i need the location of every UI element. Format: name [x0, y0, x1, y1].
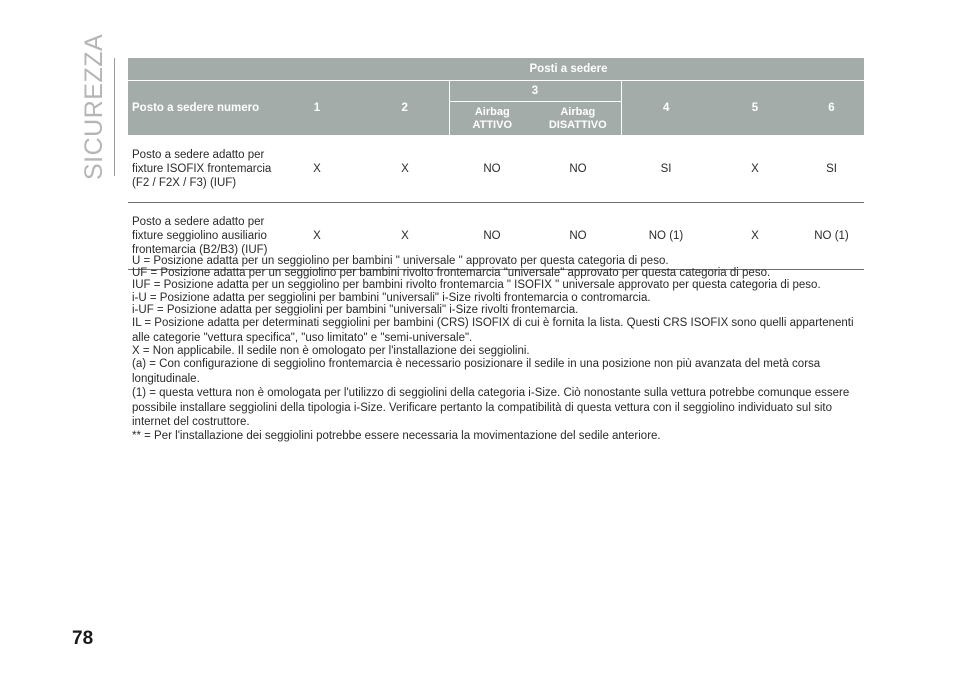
seat3-airbag-active-line1: Airbag: [474, 105, 510, 118]
note-i-uf: i-UF = Posizione adatta per seggiolini per bambini "universali" i-Size rivolti frontemarcia.: [132, 303, 579, 316]
seat3-airbag-inactive-line2: DISATTIVO: [548, 118, 607, 131]
section-title: SICUREZZA: [80, 33, 108, 180]
seat-number-1: 1: [273, 81, 361, 136]
note-double-asterisk: ** = Per l'installazione dei seggiolini potrebbe essere necessaria la movimentazione del sedile anteriore.: [132, 429, 661, 442]
note-1: (1) = questa vettura non è omologata per l'utilizzo di seggiolini della categoria i-Size. Ciò nonostante sulla vettura potrebbe comunque essere possibile installare seggiolini della tipologia i-Size. Verificare pertanto la compatibilità di questa vettura con il seggiolino individuato sul sito internet del costruttore.: [132, 387, 850, 429]
note-il: IL = Posizione adatta per determinati seggiolini per bambini (CRS) ISOFIX di cui è fornita la lista. Questi CRS ISOFIX sono quelli appartenenti alle categorie "vettura specifica", "uso limitato" e "semi-universale".: [132, 317, 854, 344]
cell-seat-5: X: [711, 203, 799, 270]
legend-notes: [132, 255, 867, 442]
page-number: 78: [72, 628, 94, 649]
seat3-airbag-active: [449, 102, 535, 136]
seat-number-6: 6: [799, 81, 864, 136]
note-x: X = Non applicabile. Il sedile non è omologato per l'installazione dei seggiolini.: [132, 345, 530, 358]
cell-seat-2: X: [361, 203, 449, 270]
cell-seat-4: NO (1): [621, 203, 711, 270]
note-iuf: IUF = Posizione adatta per un seggiolino per bambini rivolto frontemarcia " ISOFIX " universale approvato per questa categoria di peso.: [132, 279, 821, 292]
seat3-airbag-inactive-line1: Airbag: [560, 105, 596, 118]
row-label-line: fixture ISOFIX frontemarcia: [132, 162, 272, 175]
row-label-line: Posto a sedere adatto per: [132, 216, 265, 228]
section-title-rule: [114, 58, 115, 176]
seat-number-3: 3: [449, 81, 621, 102]
cell-seat-2: X: [361, 135, 449, 203]
note-i-u: i-U = Posizione adatta per seggiolini per bambini "universali" i-Size rivolti frontemarcia o contromarcia.: [132, 291, 651, 304]
child-seat-table: [128, 58, 864, 270]
cell-seat-3-airbag-inactive: NO: [535, 203, 621, 270]
seat-number-4: 4: [621, 81, 711, 136]
cell-seat-3-airbag-inactive: NO: [535, 135, 621, 203]
cell-seat-3-airbag-active: NO: [449, 203, 535, 270]
table-row: [128, 135, 864, 203]
cell-seat-6: NO (1): [799, 203, 864, 270]
seat-number-5: 5: [711, 81, 799, 136]
row-header-seat-number: Posto a sedere numero: [128, 81, 273, 136]
cell-seat-6: SI: [799, 135, 864, 203]
row-label-line: fixture seggiolino ausiliario: [132, 230, 267, 242]
note-a: (a) = Con configurazione di seggiolino frontemarcia è necessario posizionare il sedile in una posizione non più avanzata del metà corsa longitudinale.: [132, 358, 821, 385]
seat-number-2: 2: [361, 81, 449, 136]
seat3-airbag-inactive: [535, 102, 621, 136]
cell-seat-1: X: [273, 203, 361, 270]
row-label-line: frontemarcia (B2/B3) (IUF): [132, 244, 268, 256]
cell-seat-4: SI: [621, 135, 711, 203]
row-label: [128, 135, 273, 203]
row-label-line: Posto a sedere adatto per: [132, 148, 265, 161]
cell-seat-5: X: [711, 135, 799, 203]
row-label-line: (F2 / F2X / F3) (IUF): [132, 176, 237, 189]
note-uf: UF = Posizione adatta per un seggiolino per bambini rivolto frontemarcia "universale" approvato per questa categoria di peso.: [132, 267, 771, 280]
note-u: U = Posizione adatta per un seggiolino per bambini " universale " approvato per questa categoria di peso.: [132, 255, 669, 267]
seat3-airbag-active-line2: ATTIVO: [472, 118, 512, 131]
table-header-empty: [128, 58, 273, 81]
cell-seat-3-airbag-active: NO: [449, 135, 535, 203]
table-header-title: Posti a sedere: [273, 58, 864, 81]
cell-seat-1: X: [273, 135, 361, 203]
